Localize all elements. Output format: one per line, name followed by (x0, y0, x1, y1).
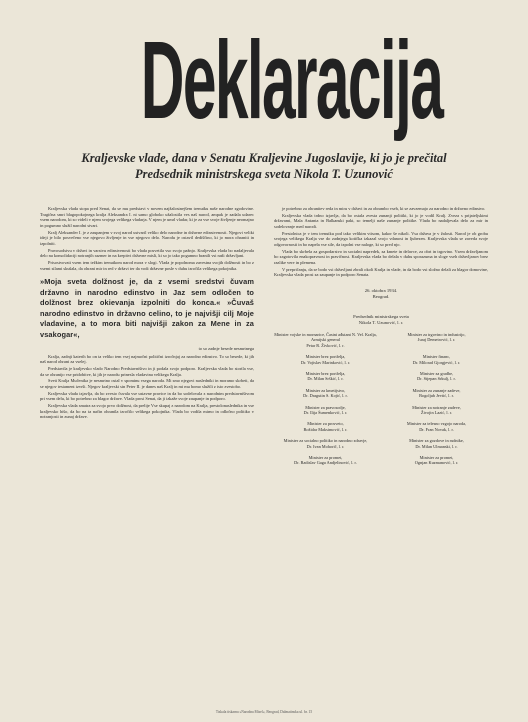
minister-role: Minister za trgovino in industrijo, (407, 331, 466, 337)
president-signature (274, 314, 488, 326)
minister-signature (274, 332, 377, 348)
paragraph: Kraljevska vlada trdno izjavlja, da bo ostala zvesta zunanji politiki, ki jo je vodil Kralj. Zveza s prijateljskimi državami, Mala Antanta in Balkanski pakt, so temelji naše zunanje politike. Vlada bo nadaljevala delo za mir in sodelovanje med narodi. (274, 212, 488, 229)
minister-name: Dr. Milorad Gjorgjević, l. r. (412, 359, 461, 365)
king-quote: »Moja sveta dolžnost je, da z vsemi sredstvi čuvam državno in narodno edinstvo in Jaz sem odločen to dolžnost brez okievanja izpolniti do konca.« »Čuvaš narodno edinstvo in državno celino, to je najvišji cilj Moje vladavine, a to mora biti najvišji zakon za Mene in za vsakogar«, (40, 277, 254, 339)
minister-role: Minister za gradbe, (419, 370, 454, 376)
paragraph: Prestolnica je v tem trenutku pod tako velikim vtisom, kakor še nikoli. Vsa država je v žalosti. Narod je ob grobu svojega velikega Kralja vse do zadnjega kotička izkazal svojo vdanost in ljubezen. Kraljevska vlada se zaveda svoje odgovornosti in bo napela vse sile, da izpolni vse naloge, ki so pred njo. (274, 230, 488, 247)
minister-signature (274, 371, 377, 382)
minister-role: Minister za zunanje zadeve, (412, 387, 461, 393)
left-paragraphs-after (40, 354, 254, 420)
minister-name: Dr. Stjepan Srkulj, l. r. (417, 376, 456, 382)
minister-name: Dr. Dragutin S. Kojić, l. r. (303, 393, 348, 399)
minister-signature (385, 421, 488, 432)
paragraph: Pravosodstvu v državi in varstvu edinstvenosti bo vlada posvetila vso svojo pažnjo. Kraljevska vlada bo nadaljevala delo na konsolidaciji notranjih razmer in na krepitvi državne misli, ki so jo tako pogumno branili vsi naši državljani. (40, 247, 254, 259)
minister-role: Minister brez portfelja, (305, 370, 346, 376)
minister-name: Dr. Vojislav Marinković, l. r. (300, 359, 351, 365)
minister-signature (385, 438, 488, 449)
minister-signature (385, 354, 488, 365)
minister-name: Živojin Lazić, l. r. (420, 409, 453, 415)
minister-role: Minister za gozdove in rudnike, (409, 438, 464, 444)
minister-name: Ognjan Kuzmanović, l. r. (414, 460, 459, 466)
minister-role: Minister za kmetijstvo, (305, 387, 346, 393)
minister-role: Minister za socialno politiko in narodno zdravje, (283, 438, 368, 444)
paragraph: V prepričanju, da se bodo vsi državljani zbrali okoli Kralja in vlade, in da bodo vsi složno delali za blagor domovine, Kraljevska vlada prosi za zaupanje in podporo Senata. (274, 266, 488, 278)
declaration-poster (0, 19, 528, 722)
minister-signature (274, 354, 377, 365)
paragraph: Kraljevska vlada izjavlja, da bo zvesto čuvala vse ustavne pravice in da bo sodelovala z narodnim predstavništvom pri vsem delu, ki bo potrebno za blagor države. Vlada prosi Senat, da ji izkaže svoje zaupanje in podporo. (40, 390, 254, 402)
paragraph: Kralja, zadnji katerih bo on ta veliko tem vsej najmočni politični izročnjaj za narodno edinstvo. To so besede, ki jih naš narod ohrani za vselej. (40, 353, 254, 365)
minister-role: Minister za prosveto, (307, 421, 344, 427)
right-paragraphs (274, 206, 488, 278)
page-title: Deklaracija (140, 19, 443, 142)
paragraph: Kraljevska vlada stopa pred Senat, da se mu predstavi v novem najžalostnejšem trenutku naše narodne zgodovine. Tragična smrt blagopokojnega kralja Aleksandra I. ni samo globoko užalostila ves naš narod, ampak je zadala udarec vsem narodom, ki so videli v njem svojega velikega vladarja. V njem je umrl vladar, ki je za vse svoje življenje neomajno in pogumno služil narodni stvari. (40, 206, 255, 228)
minister-signature (385, 388, 488, 399)
paragraph: Kralj Aleksander I. je z zaupanjem v svoj narod ustvaril veliko delo narodne in državne edinstvenosti. Njegovi veliki ideji je bilo posvečeno vse njegovo življenje in vse njegovo delo. Narodu je ostavil dediščino, ki jo mora ohraniti in izpolniti. (40, 229, 254, 246)
minister-signature (274, 455, 377, 466)
minister-signature (385, 371, 488, 382)
minister-signature (385, 405, 488, 416)
minister-role: Minister vojske in mornarice, Častni ađutant N. Vel. Kralja, Armijski general (274, 331, 377, 343)
minister-role: Minister za pravosodje, (305, 404, 346, 410)
minister-role: Minister za notranje zadeve, (412, 404, 461, 410)
printer-footer: Tiskala tiskarna »Narodna Misel«, Beograd, Dalmatinska ul. br. 15 (215, 710, 313, 714)
minister-signature (274, 421, 377, 432)
minister-signature (274, 388, 377, 399)
paragraph: Predstavila je kraljevsko vlado Narodno Predstavništvo in ji podala svojo podporo. Kraljevska vlada bo storila vse, da se ohranijo vse pridobitve, ki jih je narodu prinesla vladavina velikega Kralja. (40, 366, 254, 377)
minister-signature (274, 438, 377, 449)
minister-name: Bogoljub Jevtić, l. r. (419, 393, 454, 399)
subtitle (40, 150, 488, 182)
minister-name: Dr. Fran Novak, l. r. (419, 426, 454, 432)
minister-signature (385, 332, 488, 348)
president-title: Predsednik ministrskega sveta (353, 313, 409, 319)
quote-tail: to so zadnje besede nesmrtnega (198, 346, 254, 352)
minister-name: Dr. Milan Ulmanski, l. r. (415, 443, 458, 449)
minister-name: Juraj Demetrović, l. r. (417, 337, 456, 343)
minister-name: Dr. Ilija Šumenković, l. r. (303, 409, 348, 415)
minister-name: Dr. Radislav Gaga Andjelinović, l. r. (294, 460, 357, 466)
minister-name: Dr. Milan Srškić, l. r. (307, 376, 344, 382)
minister-name: Dr. Ivan Mohorič, l. r. (306, 443, 345, 449)
minister-signature (385, 455, 488, 466)
place: Beograd. (372, 293, 390, 299)
minister-name: Petar R. Živković, l. r. (306, 342, 345, 348)
body-columns (40, 206, 488, 466)
subtitle-line-2: Predsednik ministrskega sveta Nikola T. Uzunović (135, 167, 393, 181)
minister-role: Minister za promet, (419, 454, 454, 460)
date: 26. oktobra 1934. (364, 287, 398, 293)
subtitle-line-1: Kraljevske vlade, dana v Senatu Kraljevine Jugoslavije, ki jo je prečital (81, 151, 447, 165)
president-name: Nikola T. Uzunović, l. r. (358, 319, 404, 325)
left-paragraphs-before (40, 206, 254, 271)
signatures (274, 314, 488, 466)
minister-role: Minister za telesno vzgojo naroda, (406, 421, 467, 427)
minister-signature (274, 405, 377, 416)
date-block (274, 288, 488, 300)
minister-role: Minister financ, (422, 354, 451, 360)
paragraph: je potrebno za ohranitev reda in miru v državi in za obrambo vseh, ki se zavzemajo za narodno in državno edinstvo. (282, 206, 486, 211)
paragraph: Vlada bo skrbela za gospodarstvo in socialni napredek, za kmete in delavce, za obrt in trgovino. Vsem državljanom bo zagotovila enakopravnost in pravičnost. Kraljevska vlada bo delala v duhu sporazuma in sloge vseh državljanov brez razlike vere in plemena. (274, 248, 488, 265)
minister-name: Božidar Maksimović, l. r. (303, 426, 348, 432)
paragraph: Prisostvovati vsem tem težkim trenutkom narod mora v slogi. Vlada je popolnoma zavestna svojih dolžnosti in bo z vsemi silami skušala, da ohrani mir in red v državi ter da vodi državne posle v duhu izročila velikega pokojnika. (40, 259, 254, 271)
minister-role: Minister za promet, (308, 454, 343, 460)
left-column (40, 206, 254, 466)
right-column (274, 206, 488, 466)
ministers-grid (274, 332, 488, 466)
minister-role: Minister brez portfelja, (305, 354, 346, 360)
paragraph: Kraljevska vlada smatra za svojo prvo dolžnost, da prelije Vse skupaj z narodom na Kralja, prestolonaslednika in vse kraljevsko hišo, da bo na ta način ohranila izročilo velikega pokojnika. Vlada bo vodila mirno in odločno politiko v notranjosti in zunaj države. (40, 403, 254, 420)
paragraph: Sveti Kralja Mučenika je nesmrtno ostal v spominu vsega naroda. Mi smo njegovi nasledniki in moramo skrbeti, da se njegov testament izvrši. Njegov kraljevski sin Peter II. je danes naš Kralj in mi mu bomo služili z isto zvestobo. (40, 378, 254, 390)
